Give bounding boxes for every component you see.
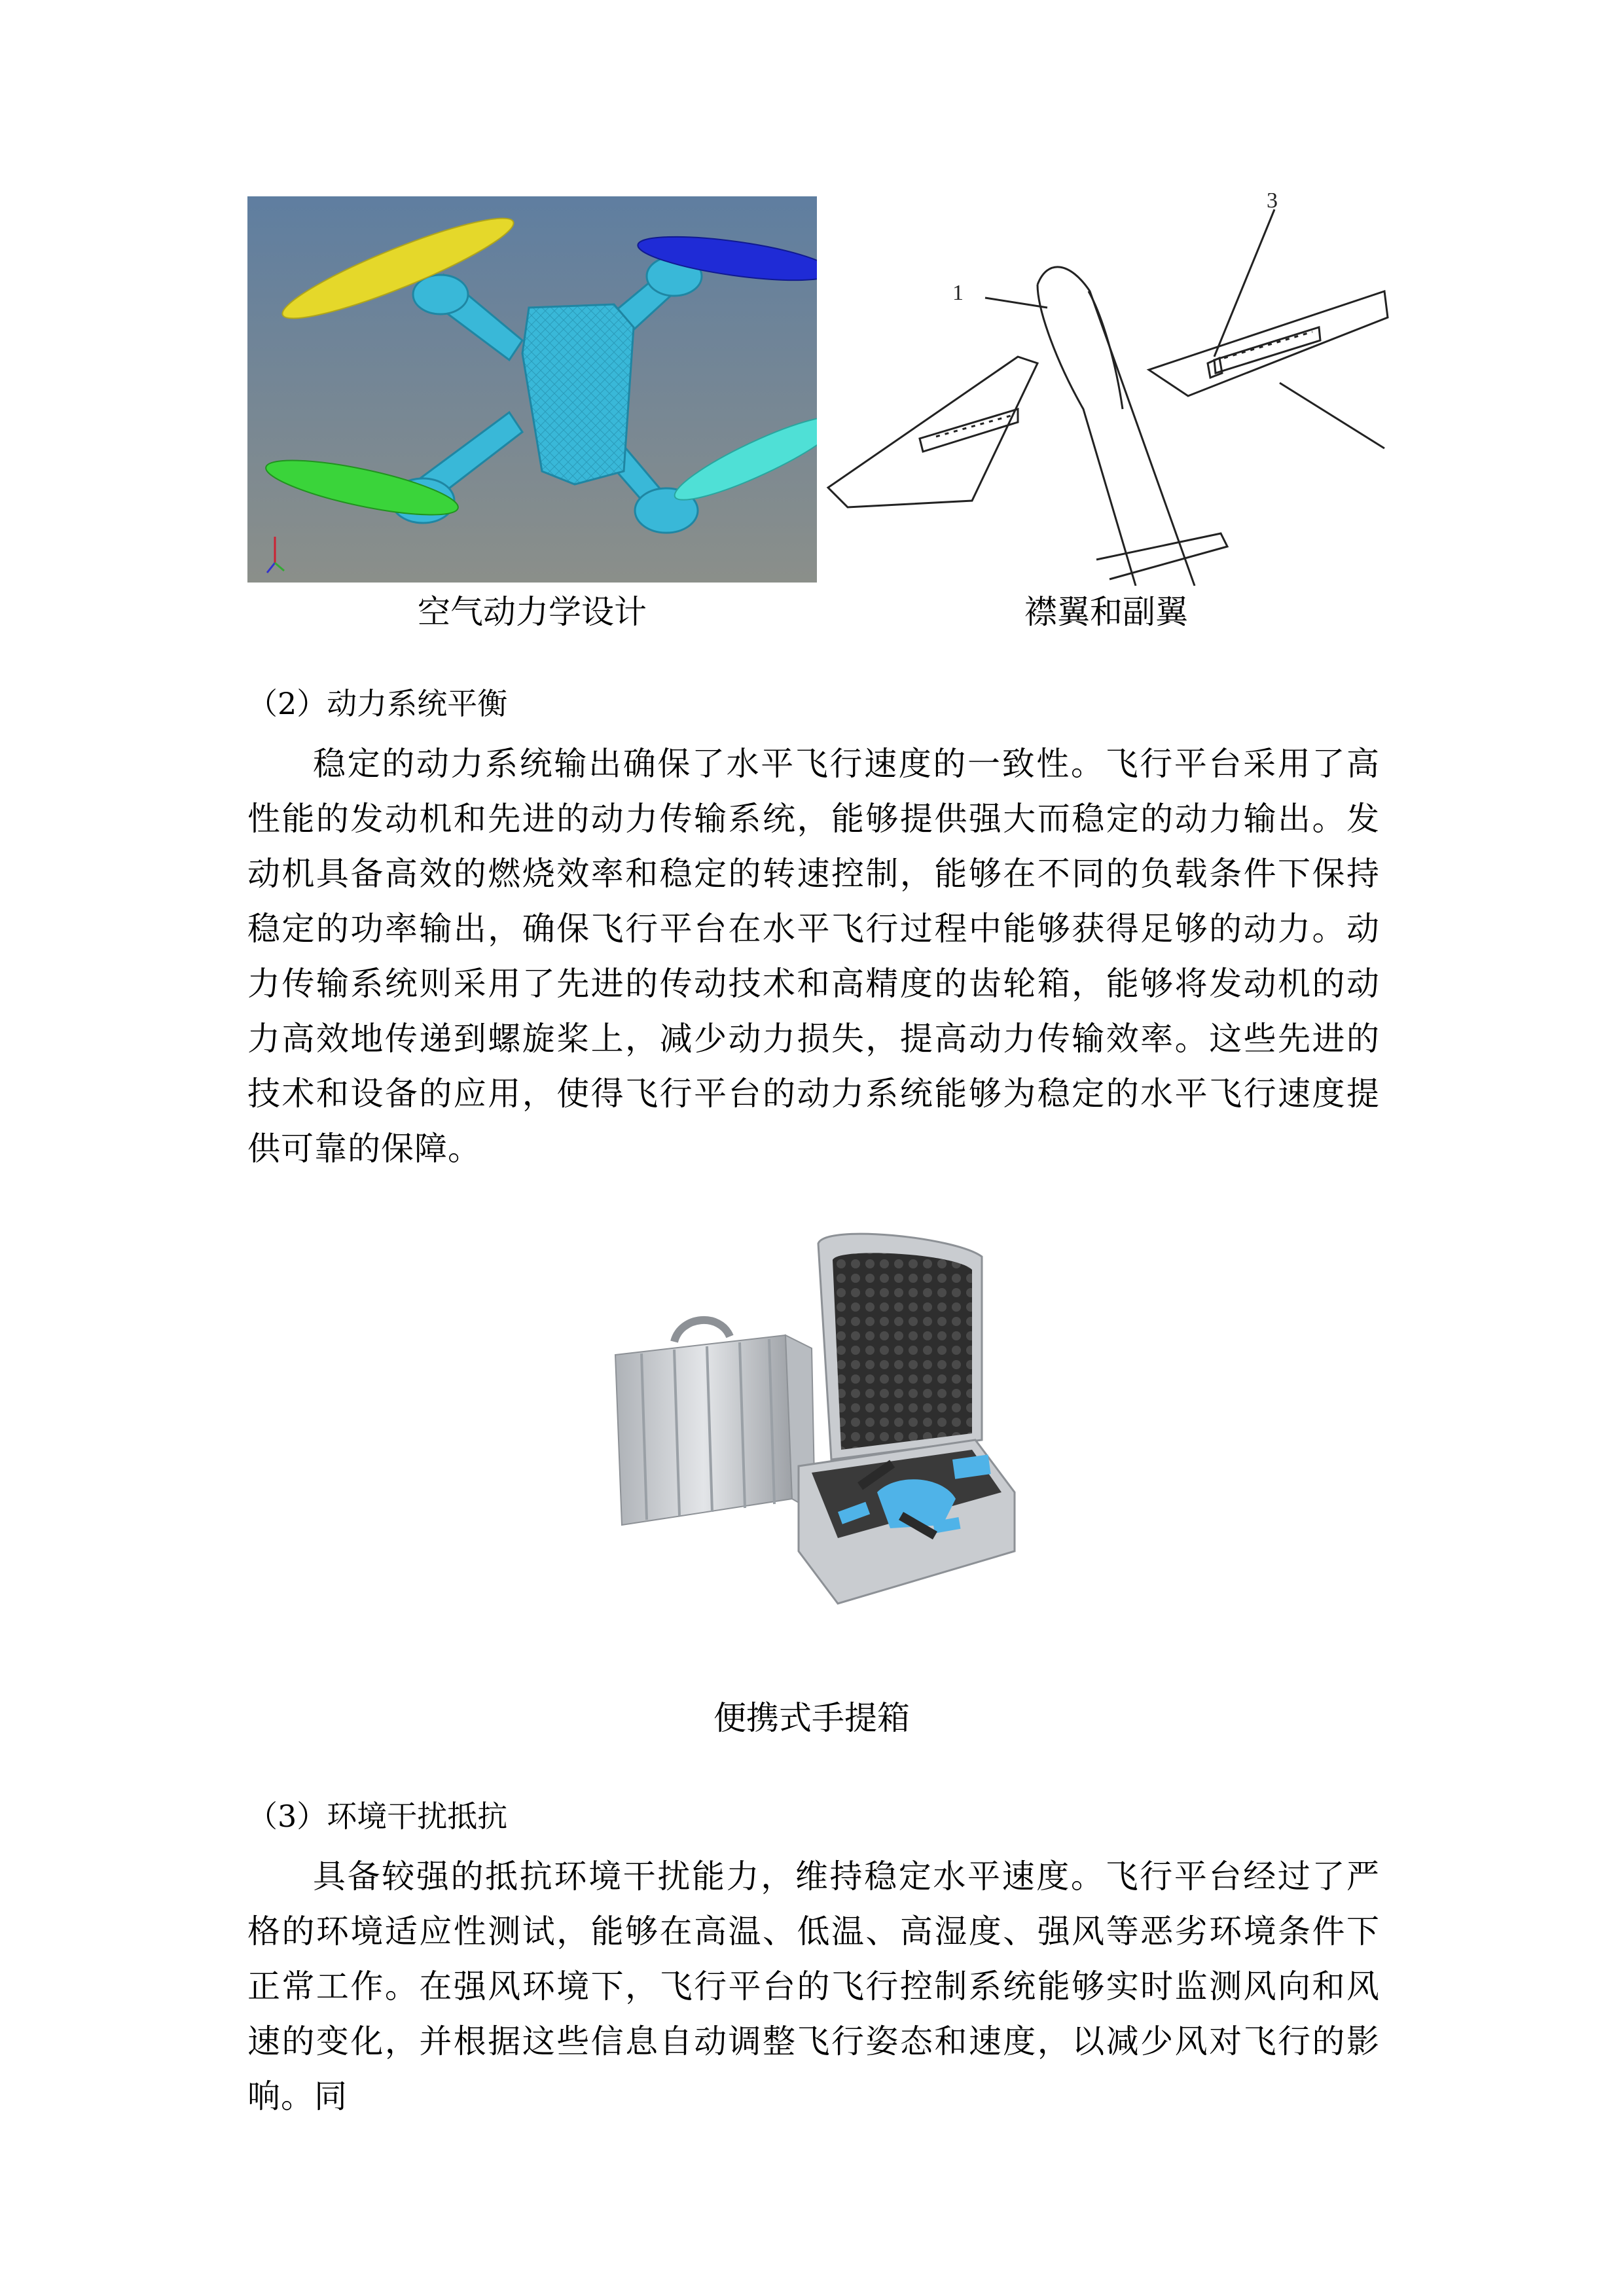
section-heading-power: （2）动力系统平衡	[247, 686, 508, 721]
section-paragraph-environment: 具备较强的抵抗环境干扰能力，维持稳定水平速度。飞行平台经过了严格的环境适应性测试，能够在高温、低温、高湿度、强风等恶劣环境条件下正常工作。在强风环境下，飞行平台的飞行控制系统能够实时监测风向和风速的变化，并根据这些信息自动调整飞行姿态和速度，以减少风对飞行的影响。同	[247, 1857, 1380, 2115]
aero-design-figure	[247, 196, 817, 583]
section-paragraph-power: 稳定的动力系统输出确保了水平飞行速度的一致性。飞行平台采用了高性能的发动机和先进的动力传输系统，能够提供强大而稳定的动力输出。发动机具备高效的燃烧效率和稳定的转速控制，能够在不同的负载条件下保持稳定的功率输出，确保飞行平台在水平飞行过程中能够获得足够的动力。动力传输系统则采用了先进的传动技术和高精度的齿轮箱，能够将发动机的动力高效地传递到螺旋桨上，减少动力损失，提高动力传输效率。这些先进的技术和设备的应用，使得飞行平台的动力系统能够为稳定的水平飞行速度提供可靠的保障。	[247, 745, 1380, 1168]
aircraft-line-drawing	[821, 193, 1391, 586]
callout-1: 1	[952, 281, 964, 305]
quadcopter-render	[247, 196, 817, 583]
portable-case-figure	[589, 1185, 1034, 1656]
callout-3: 3	[1267, 193, 1278, 213]
aero-design-caption: 空气动力学设计	[418, 593, 647, 631]
portable-case-caption: 便携式手提箱	[713, 1699, 910, 1737]
flap-aileron-figure	[821, 193, 1391, 586]
case-photo	[589, 1185, 1034, 1656]
section-heading-environment: （3）环境干扰抵抗	[247, 1799, 508, 1834]
flap-aileron-caption: 襟翼和副翼	[1024, 593, 1188, 631]
